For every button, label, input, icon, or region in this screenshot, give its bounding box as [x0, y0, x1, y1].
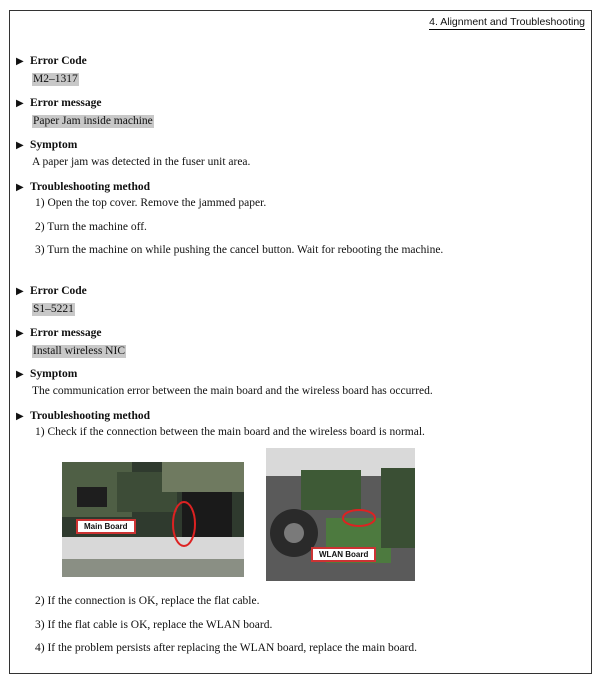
step-item: 1) Check if the connection between the main board and the wireless board is normal.	[35, 426, 425, 438]
error-message-value: Paper Jam inside machine	[33, 115, 153, 127]
error-code-block-2	[16, 283, 87, 317]
error-code-label: Error Code	[30, 285, 87, 297]
bullet-arrow-icon: ▶	[16, 328, 24, 339]
bullet-arrow-icon: ▶	[16, 286, 24, 297]
symptom-block-1	[16, 137, 250, 170]
wlan-board-label: WLAN Board	[311, 547, 376, 562]
bullet-arrow-icon: ▶	[16, 182, 24, 193]
bullet-arrow-icon: ▶	[16, 140, 24, 151]
error-code-value: S1–5221	[33, 303, 74, 315]
error-message-block-2	[16, 325, 126, 359]
error-message-label: Error message	[30, 327, 102, 339]
symptom-label: Symptom	[30, 139, 78, 151]
error-code-value: M2–1317	[33, 73, 78, 85]
symptom-text: A paper jam was detected in the fuser unit area.	[32, 156, 251, 168]
bullet-arrow-icon: ▶	[16, 369, 24, 380]
symptom-block-2	[16, 366, 433, 399]
method-label: Troubleshooting method	[30, 410, 151, 422]
symptom-text: The communication error between the main board and the wireless board has occurred.	[32, 385, 433, 397]
error-message-block-1	[16, 95, 154, 129]
bullet-arrow-icon: ▶	[16, 98, 24, 109]
error-message-value: Install wireless NIC	[33, 345, 125, 357]
step-item: 3) If the flat cable is OK, replace the WLAN board.	[35, 619, 273, 631]
method-block-2	[16, 408, 150, 424]
error-code-block-1	[16, 53, 87, 87]
step-item: 1) Open the top cover. Remove the jammed paper.	[35, 197, 267, 209]
step-item: 3) Turn the machine on while pushing the cancel button. Wait for rebooting the machine.	[35, 244, 444, 256]
error-message-label: Error message	[30, 97, 102, 109]
error-code-label: Error Code	[30, 55, 87, 67]
page-header: 4. Alignment and Troubleshooting	[429, 16, 585, 28]
method-label: Troubleshooting method	[30, 181, 151, 193]
wlan-board-photo	[266, 448, 415, 581]
bullet-arrow-icon: ▶	[16, 56, 24, 67]
main-board-label: Main Board	[76, 519, 136, 534]
main-board-photo	[62, 462, 244, 577]
method-block-1	[16, 179, 150, 195]
symptom-label: Symptom	[30, 368, 78, 380]
step-item: 2) If the connection is OK, replace the flat cable.	[35, 595, 260, 607]
bullet-arrow-icon: ▶	[16, 411, 24, 422]
step-item: 2) Turn the machine off.	[35, 221, 147, 233]
step-item: 4) If the problem persists after replacing the WLAN board, replace the main board.	[35, 642, 418, 654]
